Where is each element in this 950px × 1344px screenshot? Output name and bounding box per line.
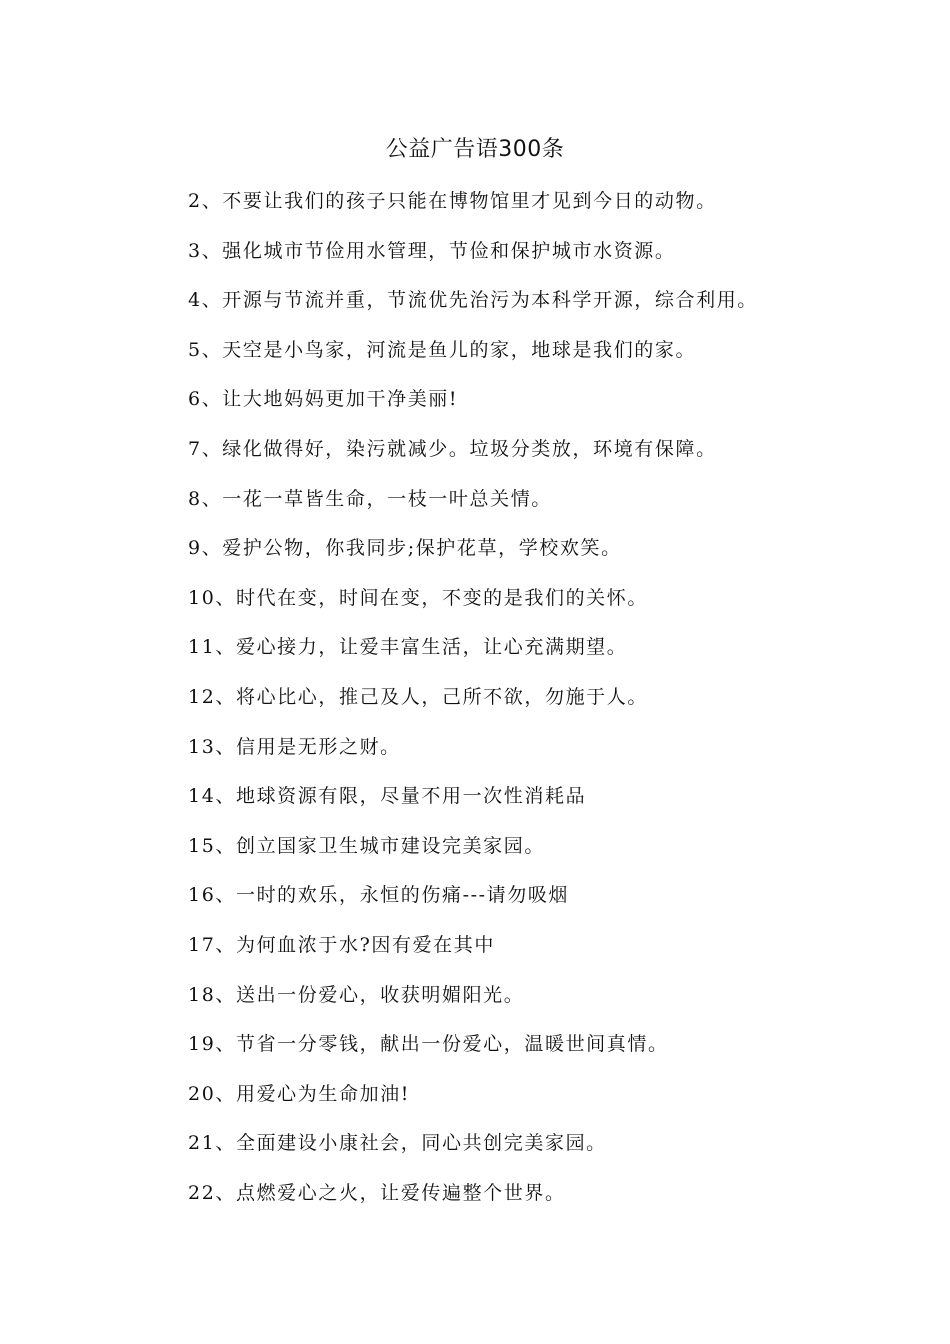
list-item: 19、节省一分零钱，献出一份爱心，温暖世间真情。 xyxy=(188,1033,669,1056)
list-item: 8、一花一草皆生命，一枝一叶总关情。 xyxy=(188,487,552,510)
list-item: 2、不要让我们的孩子只能在博物馆里才见到今日的动物。 xyxy=(188,190,717,212)
list-item: 4、开源与节流并重，节流优先治污为本科学开源，综合利用。 xyxy=(188,289,758,312)
list-item: 13、信用是无形之财。 xyxy=(188,735,401,758)
list-item: 5、天空是小鸟家，河流是鱼儿的家，地球是我们的家。 xyxy=(188,338,697,361)
list-item: 11、爱心接力，让爱丰富生活，让心充满期望。 xyxy=(188,636,628,659)
list-item: 17、为何血浓于水?因有爱在其中 xyxy=(188,933,495,956)
list-item: 18、送出一份爱心，收获明媚阳光。 xyxy=(188,983,525,1006)
list-item: 21、全面建设小康社会，同心共创完美家园。 xyxy=(188,1132,607,1155)
list-item: 15、创立国家卫生城市建设完美家园。 xyxy=(188,834,545,857)
list-item: 16、一时的欢乐，永恒的伤痛---请勿吸烟 xyxy=(188,884,570,907)
slogan-list xyxy=(188,186,888,1227)
page-title: 公益广告语300条 xyxy=(385,137,565,162)
list-item: 6、让大地妈妈更加干净美丽! xyxy=(188,388,459,411)
list-item: 7、绿化做得好，染污就减少。垃圾分类放，环境有保障。 xyxy=(188,437,717,460)
list-item: 3、强化城市节俭用水管理，节俭和保护城市水资源。 xyxy=(188,239,676,262)
list-item: 9、爱护公物，你我同步;保护花草，学校欢笑。 xyxy=(188,537,622,560)
list-item: 20、用爱心为生命加油! xyxy=(188,1082,411,1105)
list-item: 10、时代在变，时间在变，不变的是我们的关怀。 xyxy=(188,586,648,609)
list-item: 14、地球资源有限，尽量不用一次性消耗品 xyxy=(188,785,587,808)
list-item: 12、将心比心，推己及人，己所不欲，勿施于人。 xyxy=(188,685,648,708)
list-item: 22、点燃爱心之火，让爱传遍整个世界。 xyxy=(188,1181,566,1204)
